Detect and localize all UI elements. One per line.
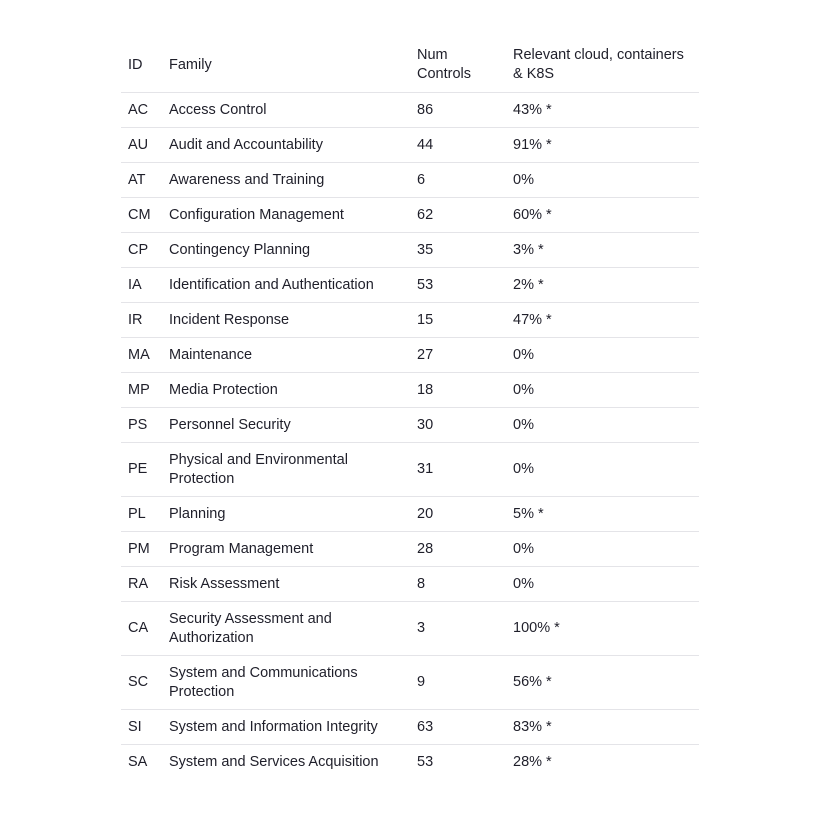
cell-id: SI: [121, 710, 161, 745]
cell-relevant: 0%: [503, 338, 699, 373]
table-row: [121, 745, 699, 780]
cell-id: CA: [121, 602, 161, 656]
cell-num-controls: 62: [409, 198, 503, 233]
cell-relevant: 83% *: [503, 710, 699, 745]
cell-num-controls: 53: [417, 753, 434, 770]
cell-relevant: 0%: [503, 443, 699, 497]
table-row: [121, 373, 699, 408]
table-row: [121, 443, 699, 497]
cell-family: Media Protection: [161, 373, 409, 408]
cell-family: Identification and Authentication: [161, 268, 409, 303]
cell-id: CM: [121, 198, 161, 233]
cell-family: Program Management: [161, 532, 409, 567]
cell-id: PL: [121, 497, 161, 532]
cell-relevant: 60% *: [503, 198, 699, 233]
cell-num-controls: 18: [409, 373, 503, 408]
cell-num-controls: 27: [409, 338, 503, 373]
cell-num-controls: 53: [409, 268, 503, 303]
cell-num-controls: 8: [409, 567, 503, 602]
cell-num-controls: 86: [409, 93, 503, 128]
table-row: [121, 710, 699, 745]
cell-id: SC: [121, 656, 161, 710]
cell-id: IA: [121, 268, 161, 303]
cell-num-controls: 15: [409, 303, 503, 338]
cell-family: Risk Assessment: [161, 567, 409, 602]
table-row: [121, 93, 699, 128]
cell-family: Security Assessment and Authorization: [161, 602, 409, 656]
control-families-table: [121, 38, 699, 779]
cell-relevant: 28% *: [513, 753, 552, 770]
table-row: [121, 303, 699, 338]
table-header-row: [121, 38, 699, 93]
table-row: [121, 233, 699, 268]
cell-relevant: 91% *: [503, 128, 699, 163]
controls-table-container: [121, 38, 699, 779]
header-family: Family: [161, 38, 409, 93]
cell-num-controls: 63: [409, 710, 503, 745]
cell-id: AC: [121, 93, 161, 128]
cell-id: MA: [121, 338, 161, 373]
cell-family: Physical and Environmental Protection: [161, 443, 409, 497]
cell-num-controls: 35: [409, 233, 503, 268]
cell-family: Access Control: [161, 93, 409, 128]
header-id: ID: [121, 38, 161, 93]
table-row: [121, 497, 699, 532]
cell-id: SA: [128, 753, 148, 770]
cell-num-controls: 30: [409, 408, 503, 443]
cell-family: Contingency Planning: [161, 233, 409, 268]
cell-family: Awareness and Training: [161, 163, 409, 198]
cell-family: System and Communications Protection: [161, 656, 409, 710]
cell-num-controls: 44: [409, 128, 503, 163]
table-row: [121, 198, 699, 233]
header-relevant: Relevant cloud, containers & K8S: [503, 38, 699, 93]
table-row: [121, 602, 699, 656]
cell-relevant: 0%: [503, 532, 699, 567]
table-row: [121, 268, 699, 303]
cell-relevant: 43% *: [503, 93, 699, 128]
cell-relevant: 56% *: [503, 656, 699, 710]
cell-relevant: 100% *: [503, 602, 699, 656]
cell-family: Personnel Security: [161, 408, 409, 443]
cell-id: RA: [121, 567, 161, 602]
cell-relevant: 0%: [503, 373, 699, 408]
cell-family: Planning: [161, 497, 409, 532]
table-row: [121, 656, 699, 710]
cell-family: Maintenance: [161, 338, 409, 373]
cell-id: PE: [121, 443, 161, 497]
cell-id: IR: [121, 303, 161, 338]
cell-id: AU: [121, 128, 161, 163]
table-row: [121, 567, 699, 602]
cell-id: CP: [121, 233, 161, 268]
cell-relevant: 0%: [503, 408, 699, 443]
cell-family: Audit and Accountability: [161, 128, 409, 163]
cell-id: PM: [121, 532, 161, 567]
cell-num-controls: 9: [409, 656, 503, 710]
cell-family: System and Information Integrity: [161, 710, 409, 745]
header-num-controls: Num Controls: [409, 38, 503, 93]
cell-id: MP: [121, 373, 161, 408]
cell-num-controls: 3: [409, 602, 503, 656]
cell-relevant: 5% *: [503, 497, 699, 532]
table-row: [121, 408, 699, 443]
cell-id: PS: [121, 408, 161, 443]
cell-num-controls: 28: [409, 532, 503, 567]
cell-relevant: 47% *: [503, 303, 699, 338]
cell-relevant: 3% *: [503, 233, 699, 268]
cell-family: Incident Response: [161, 303, 409, 338]
cell-relevant: 0%: [503, 163, 699, 198]
table-row: [121, 532, 699, 567]
cell-relevant: 2% *: [503, 268, 699, 303]
cell-relevant: 0%: [503, 567, 699, 602]
table-row: [121, 163, 699, 198]
cell-num-controls: 31: [409, 443, 503, 497]
cell-id: AT: [121, 163, 161, 198]
cell-family: System and Services Acquisition: [169, 753, 379, 770]
table-row: [121, 338, 699, 373]
cell-num-controls: 6: [409, 163, 503, 198]
table-row: [121, 128, 699, 163]
cell-num-controls: 20: [409, 497, 503, 532]
cell-family: Configuration Management: [161, 198, 409, 233]
